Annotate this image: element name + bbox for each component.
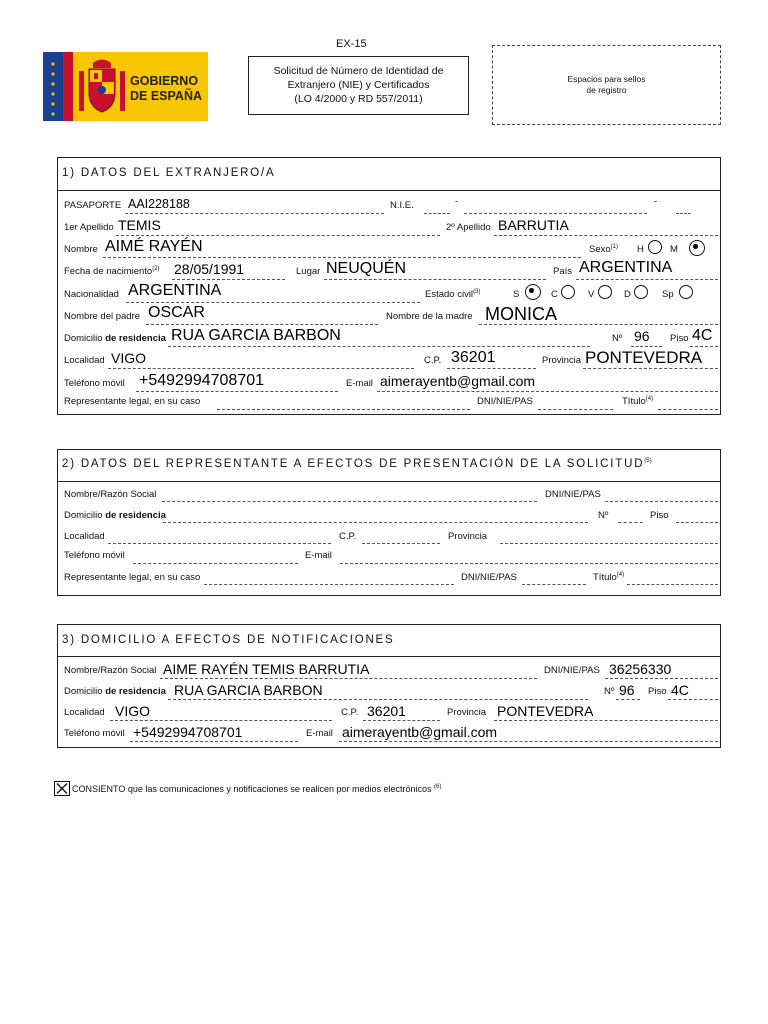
provincia-label: Provincia: [542, 355, 582, 366]
s2-cp-label: C.P.: [339, 531, 357, 542]
email-line: [377, 391, 718, 392]
s3-email-value[interactable]: aimerayentb@gmail.com: [342, 724, 498, 740]
lugar-line: [324, 279, 546, 280]
section-notificaciones-title: 3) DOMICILIO A EFECTOS DE NOTIFICACIONES: [62, 634, 395, 646]
cp-line: [447, 368, 536, 369]
pais-line: [576, 279, 718, 280]
rep-dni-label: DNI/NIE/PAS: [477, 396, 533, 407]
s2-email-label: E-mail: [305, 550, 332, 561]
madre-label: Nombre de la madre: [386, 311, 473, 322]
provincia-value[interactable]: PONTEVEDRA: [585, 348, 703, 367]
s2-numero-line[interactable]: [618, 522, 643, 523]
pasaporte-label: PASAPORTE: [64, 200, 122, 211]
numero-line: [631, 346, 662, 347]
s3-dni-label: DNI/NIE/PAS: [544, 665, 600, 676]
nie-separator-1: -: [455, 196, 459, 207]
s2-provincia-label: Provincia: [448, 531, 488, 542]
section-notificaciones-divider: [57, 656, 720, 657]
estado-civil-label: Estado civil$^{(3)}$: [425, 289, 481, 301]
titulo-label: Título$^{(4)}$: [622, 396, 654, 408]
s3-numero-label: Nº: [604, 686, 615, 697]
gobierno-logo: [43, 52, 208, 121]
apellido2-label: 2º Apellido: [446, 222, 491, 233]
lugar-label: Lugar: [296, 266, 321, 277]
email-label: E-mail: [346, 378, 373, 389]
numero-label: Nº: [612, 333, 623, 344]
provincia-line: [583, 368, 718, 369]
apellido1-line: [116, 235, 440, 236]
representante-label: Representante legal, en su caso: [64, 396, 201, 407]
stamp-label-line1: Espacios para sellos: [567, 74, 646, 84]
s3-nombre-label: Nombre/Razón Social: [64, 665, 157, 676]
ec-c-label: C: [551, 289, 558, 300]
telefono-value[interactable]: +5492994708701: [139, 372, 265, 389]
nie-line-1: [424, 213, 450, 214]
registry-stamp-box: [492, 45, 721, 125]
ec-s-label: S: [513, 289, 520, 300]
form-title-line3: (LO 4/2000 y RD 557/2011): [294, 93, 423, 105]
s3-cp-line: [363, 720, 440, 721]
localidad-line: [108, 368, 414, 369]
s2-piso-line[interactable]: [676, 522, 718, 523]
piso-label: Piso: [670, 333, 689, 344]
rep-dni-line: [538, 409, 613, 410]
representante-line: [217, 409, 470, 410]
s2-cp-line[interactable]: [362, 543, 440, 544]
form-code: EX-15: [336, 38, 367, 50]
form-title-box: [248, 56, 469, 115]
s2-representante-line[interactable]: [204, 584, 454, 585]
s2-localidad-line[interactable]: [108, 543, 331, 544]
madre-value[interactable]: MONICA: [485, 304, 557, 324]
s3-piso-label: Piso: [648, 686, 667, 697]
s3-email-label: E-mail: [306, 728, 333, 739]
form-title-line2: Extranjero (NIE) y Certificados: [287, 79, 430, 91]
numero-value[interactable]: 96: [634, 328, 650, 344]
s3-localidad-value[interactable]: VIGO: [115, 703, 151, 719]
s3-localidad-line: [110, 720, 332, 721]
ec-v-label: V: [588, 289, 595, 300]
nie-separator-2: -: [654, 196, 658, 207]
sexo-h-label: H: [637, 244, 644, 255]
nacionalidad-value[interactable]: ARGENTINA: [128, 282, 222, 299]
s3-telefono-value[interactable]: +5492994708701: [133, 724, 243, 740]
form-title-line1: Solicitud de Número de Identidad de: [273, 65, 444, 77]
piso-value[interactable]: 4C: [692, 327, 713, 344]
section-extranjero-divider: [57, 190, 720, 191]
section-representante-title: 2) DATOS DEL REPRESENTANTE A EFECTOS DE PRESENTACIÓN DE LA SOLICITUD$^{(5)}$: [62, 458, 652, 470]
s2-rep-dni-line[interactable]: [522, 584, 586, 585]
s3-piso-value[interactable]: 4C: [671, 682, 689, 698]
pasaporte-line: [125, 213, 384, 214]
s3-provincia-label: Provincia: [447, 707, 487, 718]
sexo-m-label: M: [670, 244, 678, 255]
sexo-label: Sexo$^{(1)}$: [589, 244, 618, 256]
domicilio-value[interactable]: RUA GARCIA BARBON: [171, 327, 341, 344]
s3-telefono-label: Teléfono móvil: [64, 728, 125, 739]
s2-representante-label: Representante legal, en su caso: [64, 572, 201, 583]
lugar-value[interactable]: NEUQUÉN: [326, 260, 407, 277]
s3-cp-value[interactable]: 36201: [367, 703, 406, 719]
pais-value[interactable]: ARGENTINA: [579, 259, 673, 276]
localidad-value[interactable]: VIGO: [111, 350, 147, 366]
apellido1-value[interactable]: TEMIS: [118, 217, 161, 233]
s3-numero-value[interactable]: 96: [619, 682, 635, 698]
s3-domicilio-value[interactable]: RUA GARCIA BARBON: [174, 682, 323, 698]
consent-checkbox[interactable]: [54, 781, 70, 796]
apellido2-value[interactable]: BARRUTIA: [498, 217, 569, 233]
stamp-label-line2: de registro: [586, 85, 627, 95]
s3-nombre-line: [160, 678, 537, 679]
pais-label: País: [553, 266, 573, 277]
nombre-line: [103, 257, 581, 258]
s3-nombre-value[interactable]: AIME RAYÉN TEMIS BARRUTIA: [163, 661, 370, 677]
titulo-line: [658, 409, 718, 410]
cp-label: C.P.: [424, 355, 442, 366]
nombre-label: Nombre: [64, 244, 98, 255]
coat-of-arms-icon: [77, 57, 127, 117]
s3-dni-value[interactable]: 36256330: [609, 661, 672, 677]
sexo-m-radio[interactable]: [689, 240, 705, 256]
email-value[interactable]: aimerayentb@gmail.com: [380, 373, 536, 389]
s2-dni-label: DNI/NIE/PAS: [545, 489, 601, 500]
s3-cp-label: C.P.: [341, 707, 359, 718]
fecha-nacimiento-value[interactable]: 28/05/1991: [174, 261, 245, 277]
s3-numero-line: [616, 699, 640, 700]
localidad-label: Localidad: [64, 355, 105, 366]
stars-icon: [43, 52, 63, 121]
s3-provincia-line: [494, 720, 718, 721]
nombre-value[interactable]: AIMÉ RAYÉN: [105, 238, 203, 255]
nie-label: N.I.E.: [390, 200, 414, 211]
ec-v-radio[interactable]: [598, 285, 612, 299]
s3-telefono-line: [130, 741, 298, 742]
apellido2-line: [494, 235, 718, 236]
s2-email-line[interactable]: [340, 563, 718, 564]
s3-email-line: [339, 741, 718, 742]
s2-titulo-label: Título$^{(4)}$: [593, 572, 625, 584]
consent-text: CONSIENTO que las comunicaciones y notificaciones se realicen por medios electrónicos $^{(6)}$: [72, 784, 442, 794]
s2-nombre-label: Nombre/Razón Social: [64, 489, 157, 500]
ec-s-radio[interactable]: [525, 284, 541, 300]
ec-sp-label: Sp: [662, 289, 674, 300]
domicilio-label: Domicilio de residencia: [64, 333, 166, 344]
s2-titulo-line[interactable]: [627, 584, 718, 585]
s2-telefono-line[interactable]: [133, 563, 298, 564]
logo-text-line1: GOBIERNO: [130, 74, 199, 88]
s2-numero-label: Nº: [598, 510, 609, 521]
s2-nombre-line[interactable]: [162, 501, 537, 502]
apellido1-label: 1er Apellido: [64, 222, 114, 233]
ec-d-radio[interactable]: [634, 285, 648, 299]
s3-provincia-value[interactable]: PONTEVEDRA: [497, 703, 594, 719]
logo-text-line2: DE ESPAÑA: [130, 89, 203, 103]
domicilio-line: [168, 346, 590, 347]
piso-line: [690, 346, 718, 347]
s3-piso-line: [668, 699, 718, 700]
nacionalidad-line: [126, 302, 420, 303]
s2-dni-line[interactable]: [605, 501, 718, 502]
section-representante-divider: [57, 481, 720, 482]
telefono-line: [136, 391, 338, 392]
telefono-label: Teléfono móvil: [64, 378, 125, 389]
ec-d-label: D: [624, 289, 631, 300]
madre-line: [479, 324, 718, 325]
eu-flag-strip: [43, 52, 63, 121]
nacionalidad-label: Nacionalidad: [64, 289, 119, 300]
ec-sp-radio[interactable]: [679, 285, 693, 299]
s2-telefono-label: Teléfono móvil: [64, 550, 125, 561]
flag-red-stripe: [63, 52, 73, 121]
padre-value[interactable]: OSCAR: [148, 304, 205, 321]
fecha-nacimiento-label: Fecha de nacimiento$^{(2)}$: [64, 266, 160, 278]
s3-domicilio-label: Domicilio de residencia: [64, 686, 166, 697]
s3-localidad-label: Localidad: [64, 707, 105, 718]
nie-line-2: [464, 213, 647, 214]
padre-label: Nombre del padre: [64, 311, 141, 322]
cp-value[interactable]: 36201: [451, 349, 496, 366]
section-extranjero-title: 1) DATOS DEL EXTRANJERO/A: [62, 167, 276, 179]
padre-line: [146, 324, 378, 325]
s2-domicilio-label: Domicilio de residencia: [64, 510, 166, 521]
s2-rep-dni-label: DNI/NIE/PAS: [461, 572, 517, 583]
ec-c-radio[interactable]: [561, 285, 575, 299]
sexo-h-radio[interactable]: [648, 240, 662, 254]
s3-dni-line: [605, 678, 718, 679]
fecha-line: [172, 279, 285, 280]
s2-domicilio-line[interactable]: [163, 522, 588, 523]
s2-piso-label: Piso: [650, 510, 669, 521]
pasaporte-value[interactable]: AAI228188: [128, 197, 190, 211]
s3-domicilio-line: [168, 699, 588, 700]
s2-provincia-line[interactable]: [500, 543, 718, 544]
nie-line-3: [676, 213, 691, 214]
check-x-icon: [55, 782, 69, 795]
s2-localidad-label: Localidad: [64, 531, 105, 542]
